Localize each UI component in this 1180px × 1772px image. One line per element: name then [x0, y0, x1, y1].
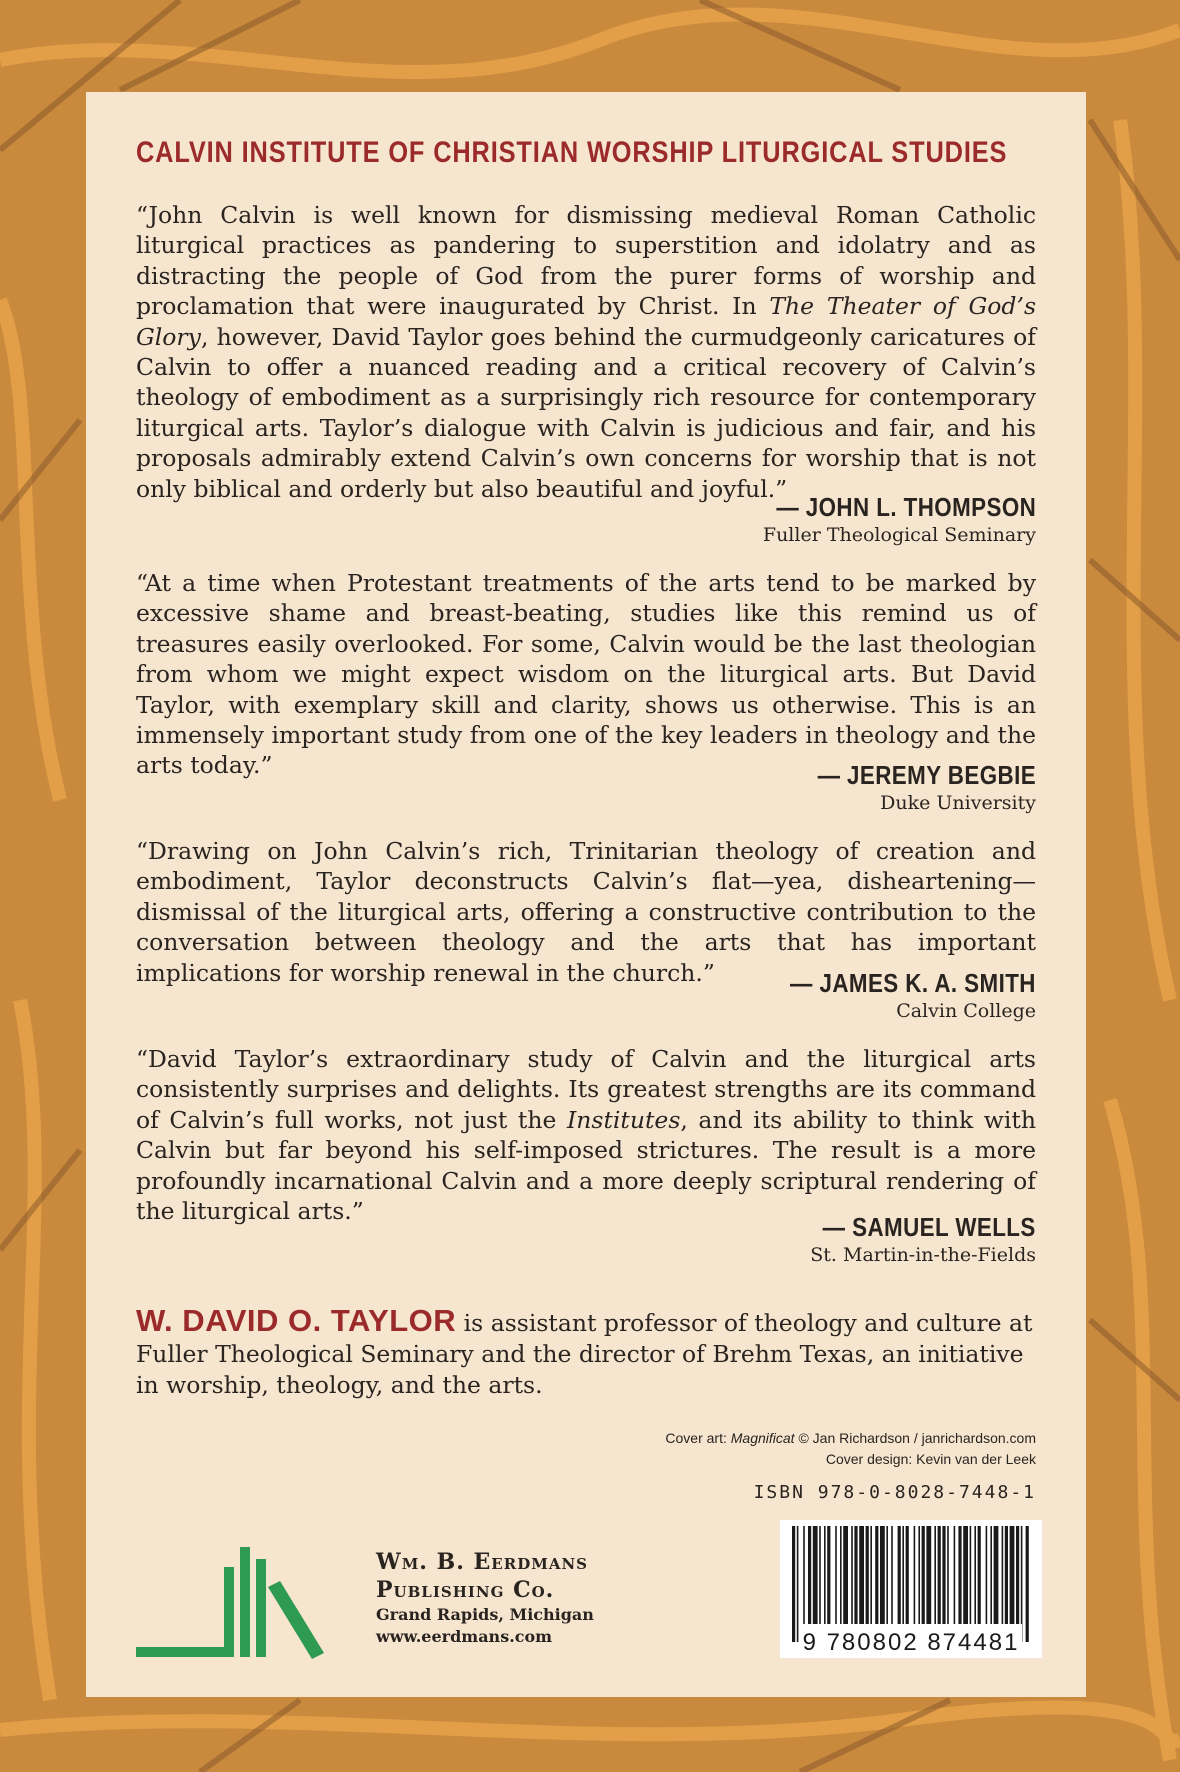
bio-text: is assistant professor of theology and culture at Fuller Theological Seminary and the director of Brehm Texas, an initiative in worship, theology, and the arts.	[136, 1309, 1033, 1399]
barcode-bar	[792, 1526, 795, 1642]
endorser-name: — JOHN L. THOMPSON	[776, 492, 1036, 522]
endorser-name: — JEREMY BEGBIE	[817, 760, 1036, 790]
publisher-name-line-1: Wm. B. Eerdmans	[376, 1549, 589, 1575]
barcode-number: 9 780802 874481	[802, 1629, 1020, 1656]
cover-credits	[665, 1428, 1036, 1470]
endorsement-attribution-1	[734, 492, 1036, 546]
eerdmans-logo	[136, 1529, 356, 1664]
endorsement-attribution-3	[750, 968, 1036, 1022]
endorser-affiliation: St. Martin-in-the-Fields	[810, 1244, 1036, 1266]
text-panel	[86, 92, 1086, 1697]
endorser-affiliation: Fuller Theological Seminary	[762, 524, 1036, 546]
endorsement-attribution-2	[782, 760, 1036, 814]
endorsement-quote-2: “At a time when Protestant treatments of the arts tend to be marked by excessive shame and breast-beating, studies like this remind us of treasures easily overlooked. For some, Calvin would be the last theologian from whom we might expect wisdom on the liturgical arts. But David Taylor, with exemplary skill and clarity, shows us otherwise. This is an immensely important study from one of the key leaders in theology and the arts today.”	[136, 569, 1036, 780]
publisher-url[interactable]: www.eerdmans.com	[376, 1627, 553, 1646]
publisher-city: Grand Rapids, Michigan	[376, 1605, 594, 1624]
book-title: The Theater of God’s Glory	[136, 292, 1037, 351]
barcode	[780, 1520, 1042, 1658]
publisher-block	[376, 1548, 594, 1648]
series-title: CALVIN INSTITUTE OF CHRISTIAN WORSHIP LITURGICAL STUDIES	[136, 136, 1008, 169]
barcode-bar	[1026, 1526, 1029, 1642]
endorsement-attribution-4	[788, 1212, 1036, 1266]
endorsement-quote-1: “John Calvin is well known for dismissing medieval Roman Catholic liturgical practices as pandering to superstition and idolatry and as distracting the people of God from the purer forms of worship and proclamation that were inaugurated by Christ. In The Theater of God’s Glory, however, David Taylor goes behind the curmudgeonly caricatures of Calvin to offer a nuanced reading and a critical recovery of Calvin’s theology of embodiment as a surprisingly rich resource for contemporary liturgical arts. Taylor’s dialogue with Calvin is judicious and fair, and his proposals admirably extend Calvin’s own concerns for worship that is not only biblical and orderly but also beautiful and joyful.”	[136, 201, 1037, 503]
cover-design-credit: Cover design: Kevin van der Leek	[825, 1451, 1036, 1467]
endorsement-quote-3: “Drawing on John Calvin’s rich, Trinitarian theology of creation and embodiment, Taylor deconstructs Calvin’s flat—yea, disheartening—dismissal of the liturgical arts, offering a constructive contribution to the conversation between theology and the arts that has important implications for worship renewal in the church.”	[136, 837, 1036, 987]
author-name: W. DAVID O. TAYLOR	[136, 1303, 457, 1338]
endorser-name: — SAMUEL WELLS	[822, 1212, 1036, 1242]
barcode-bar	[797, 1526, 799, 1642]
cover-art-credit: Cover art: Magnificat © Jan Richardson / janrichardson.com	[665, 1430, 1036, 1446]
author-bio	[136, 1305, 1036, 1401]
endorser-name: — JAMES K. A. SMITH	[790, 968, 1036, 998]
endorser-affiliation: Calvin College	[896, 1000, 1036, 1022]
work-title: Institutes	[566, 1105, 681, 1134]
endorser-affiliation: Duke University	[880, 792, 1036, 814]
endorsement-quote-4: “David Taylor’s extraordinary study of Calvin and the liturgical arts consistently surprises and delights. Its greatest strengths are its command of Calvin’s full works, not just the Institutes, and its ability to think with Calvin but far beyond his self-imposed strictures. The result is a more profoundly incarnational Calvin and a more deeply scriptural rendering of the liturgical arts.”	[136, 1045, 1037, 1226]
publisher-name-line-2: Publishing Co.	[376, 1577, 555, 1603]
isbn-label: ISBN 978-0-8028-7448-1	[753, 1482, 1036, 1503]
